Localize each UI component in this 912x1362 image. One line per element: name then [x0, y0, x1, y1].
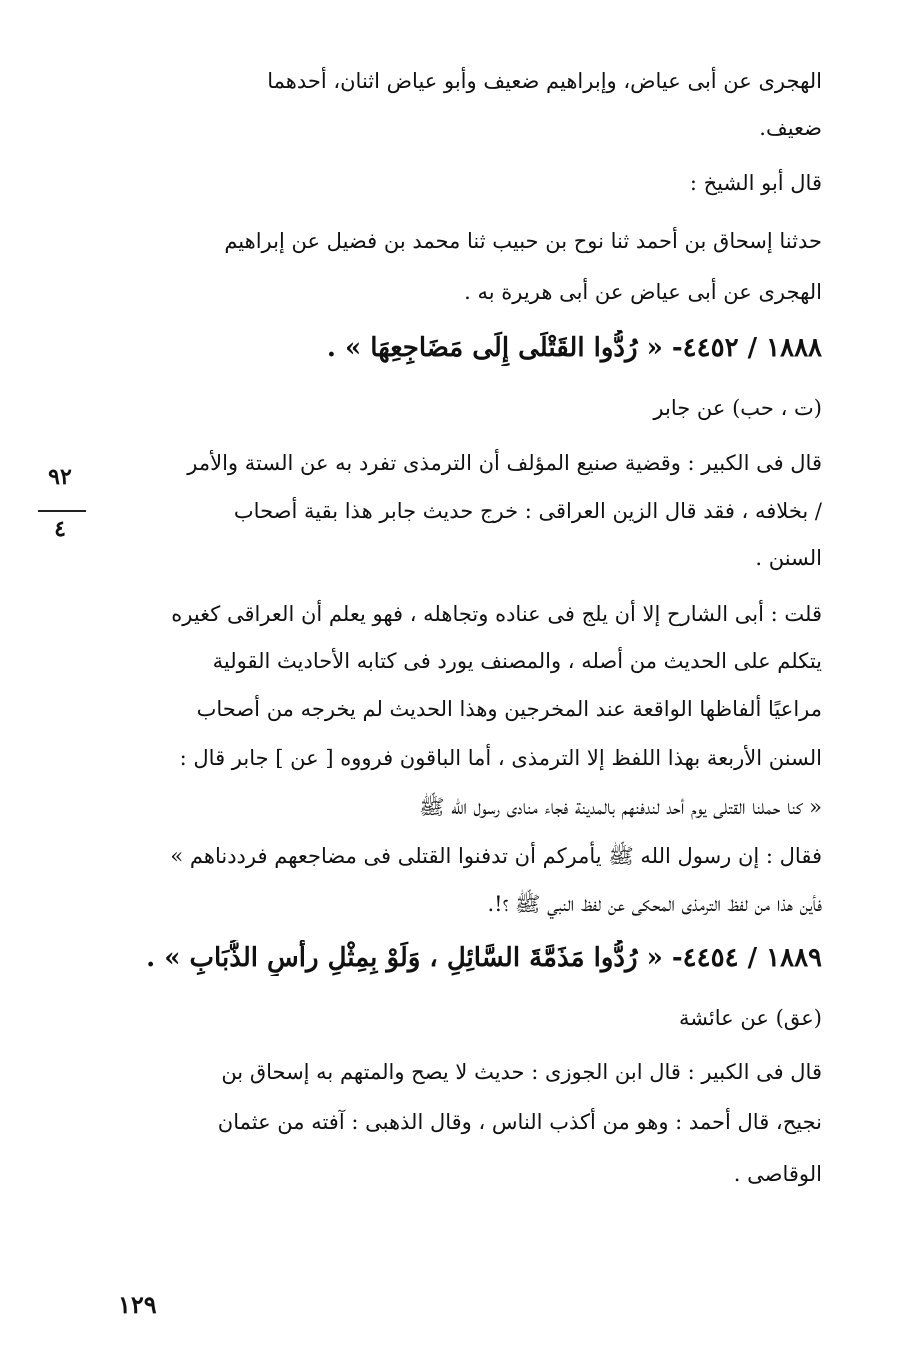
text-line: فأين هذا من لفظ الترمذى المحكى عن لفظ النبي ﷺ ؟!. — [487, 892, 822, 916]
text-line: « كنا حملنا القتلى يوم أحد لندفنهم بالمدينة فجاء منادى رسول الله ﷺ — [419, 795, 822, 819]
text-line: حدثنا إسحاق بن أحمد ثنا نوح بن حبيب ثنا محمد بن فضيل عن إبراهيم — [224, 229, 822, 253]
text-line: قال فى الكبير : قال ابن الجوزى : حديث لا يصح والمتهم به إسحاق بن — [221, 1060, 822, 1084]
text-line: ضعيف. — [759, 116, 822, 140]
source-line: (عق) عن عائشة — [678, 1006, 822, 1030]
text-line: السنن الأربعة بهذا اللفظ إلا الترمذى ، أما الباقون فرووه [ عن ] جابر قال : — [179, 746, 822, 770]
text-line: الوقاصى . — [733, 1162, 822, 1186]
text-line: الهجرى عن أبى عياض عن أبى هريرة به . — [464, 280, 822, 304]
text-line: الهجرى عن أبى عياض، وإبراهيم ضعيف وأبو عياض اثنان، أحدهما — [267, 69, 822, 93]
text-line: السنن . — [755, 546, 822, 570]
text-line: نجيح، قال أحمد : وهو من أكذب الناس ، وقال الذهبى : آفته من عثمان — [217, 1110, 822, 1134]
text-line: مراعيًا ألفاظها الواقعة عند المخرجين وهذا الحديث لم يخرجه من أصحاب — [196, 697, 822, 721]
hadith-heading: ١٨٨٩ / ٤٤٥٤- « رُدُّوا مَذَمَّةَ السَّائِلِ ، وَلَوْ بِمِثْلِ رأسِ الذُّبَابِ » . — [146, 943, 822, 973]
text-line: قال أبو الشيخ : — [689, 171, 822, 195]
text-line: قلت : أبى الشارح إلا أن يلج فى عناده وتجاهله ، فهو يعلم أن العراقى كغيره — [171, 602, 822, 626]
text-line: فقال : إن رسول الله ﷺ يأمركم أن تدفنوا القتلى فى مضاجعهم فرددناهم » — [170, 844, 822, 868]
margin-note-top: ٩٢ — [48, 464, 72, 490]
margin-divider — [38, 510, 86, 512]
hadith-heading: ١٨٨٨ / ٤٤٥٢- « رُدُّوا القَتْلَى إِلَى مَضَاجِعِهَا » . — [326, 333, 822, 363]
text-line: يتكلم على الحديث من أصله ، والمصنف يورد فى كتابه الأحاديث القولية — [212, 649, 822, 673]
page-number: ١٢٩ — [118, 1290, 157, 1319]
margin-note-bottom: ٤ — [54, 516, 66, 542]
text-line: / بخلافه ، فقد قال الزين العراقى : خرج حديث جابر هذا بقية أصحاب — [233, 499, 822, 523]
text-line: قال فى الكبير : وقضية صنيع المؤلف أن الترمذى تفرد به عن الستة والأمر — [187, 451, 822, 475]
source-line: (ت ، حب) عن جابر — [653, 396, 822, 420]
